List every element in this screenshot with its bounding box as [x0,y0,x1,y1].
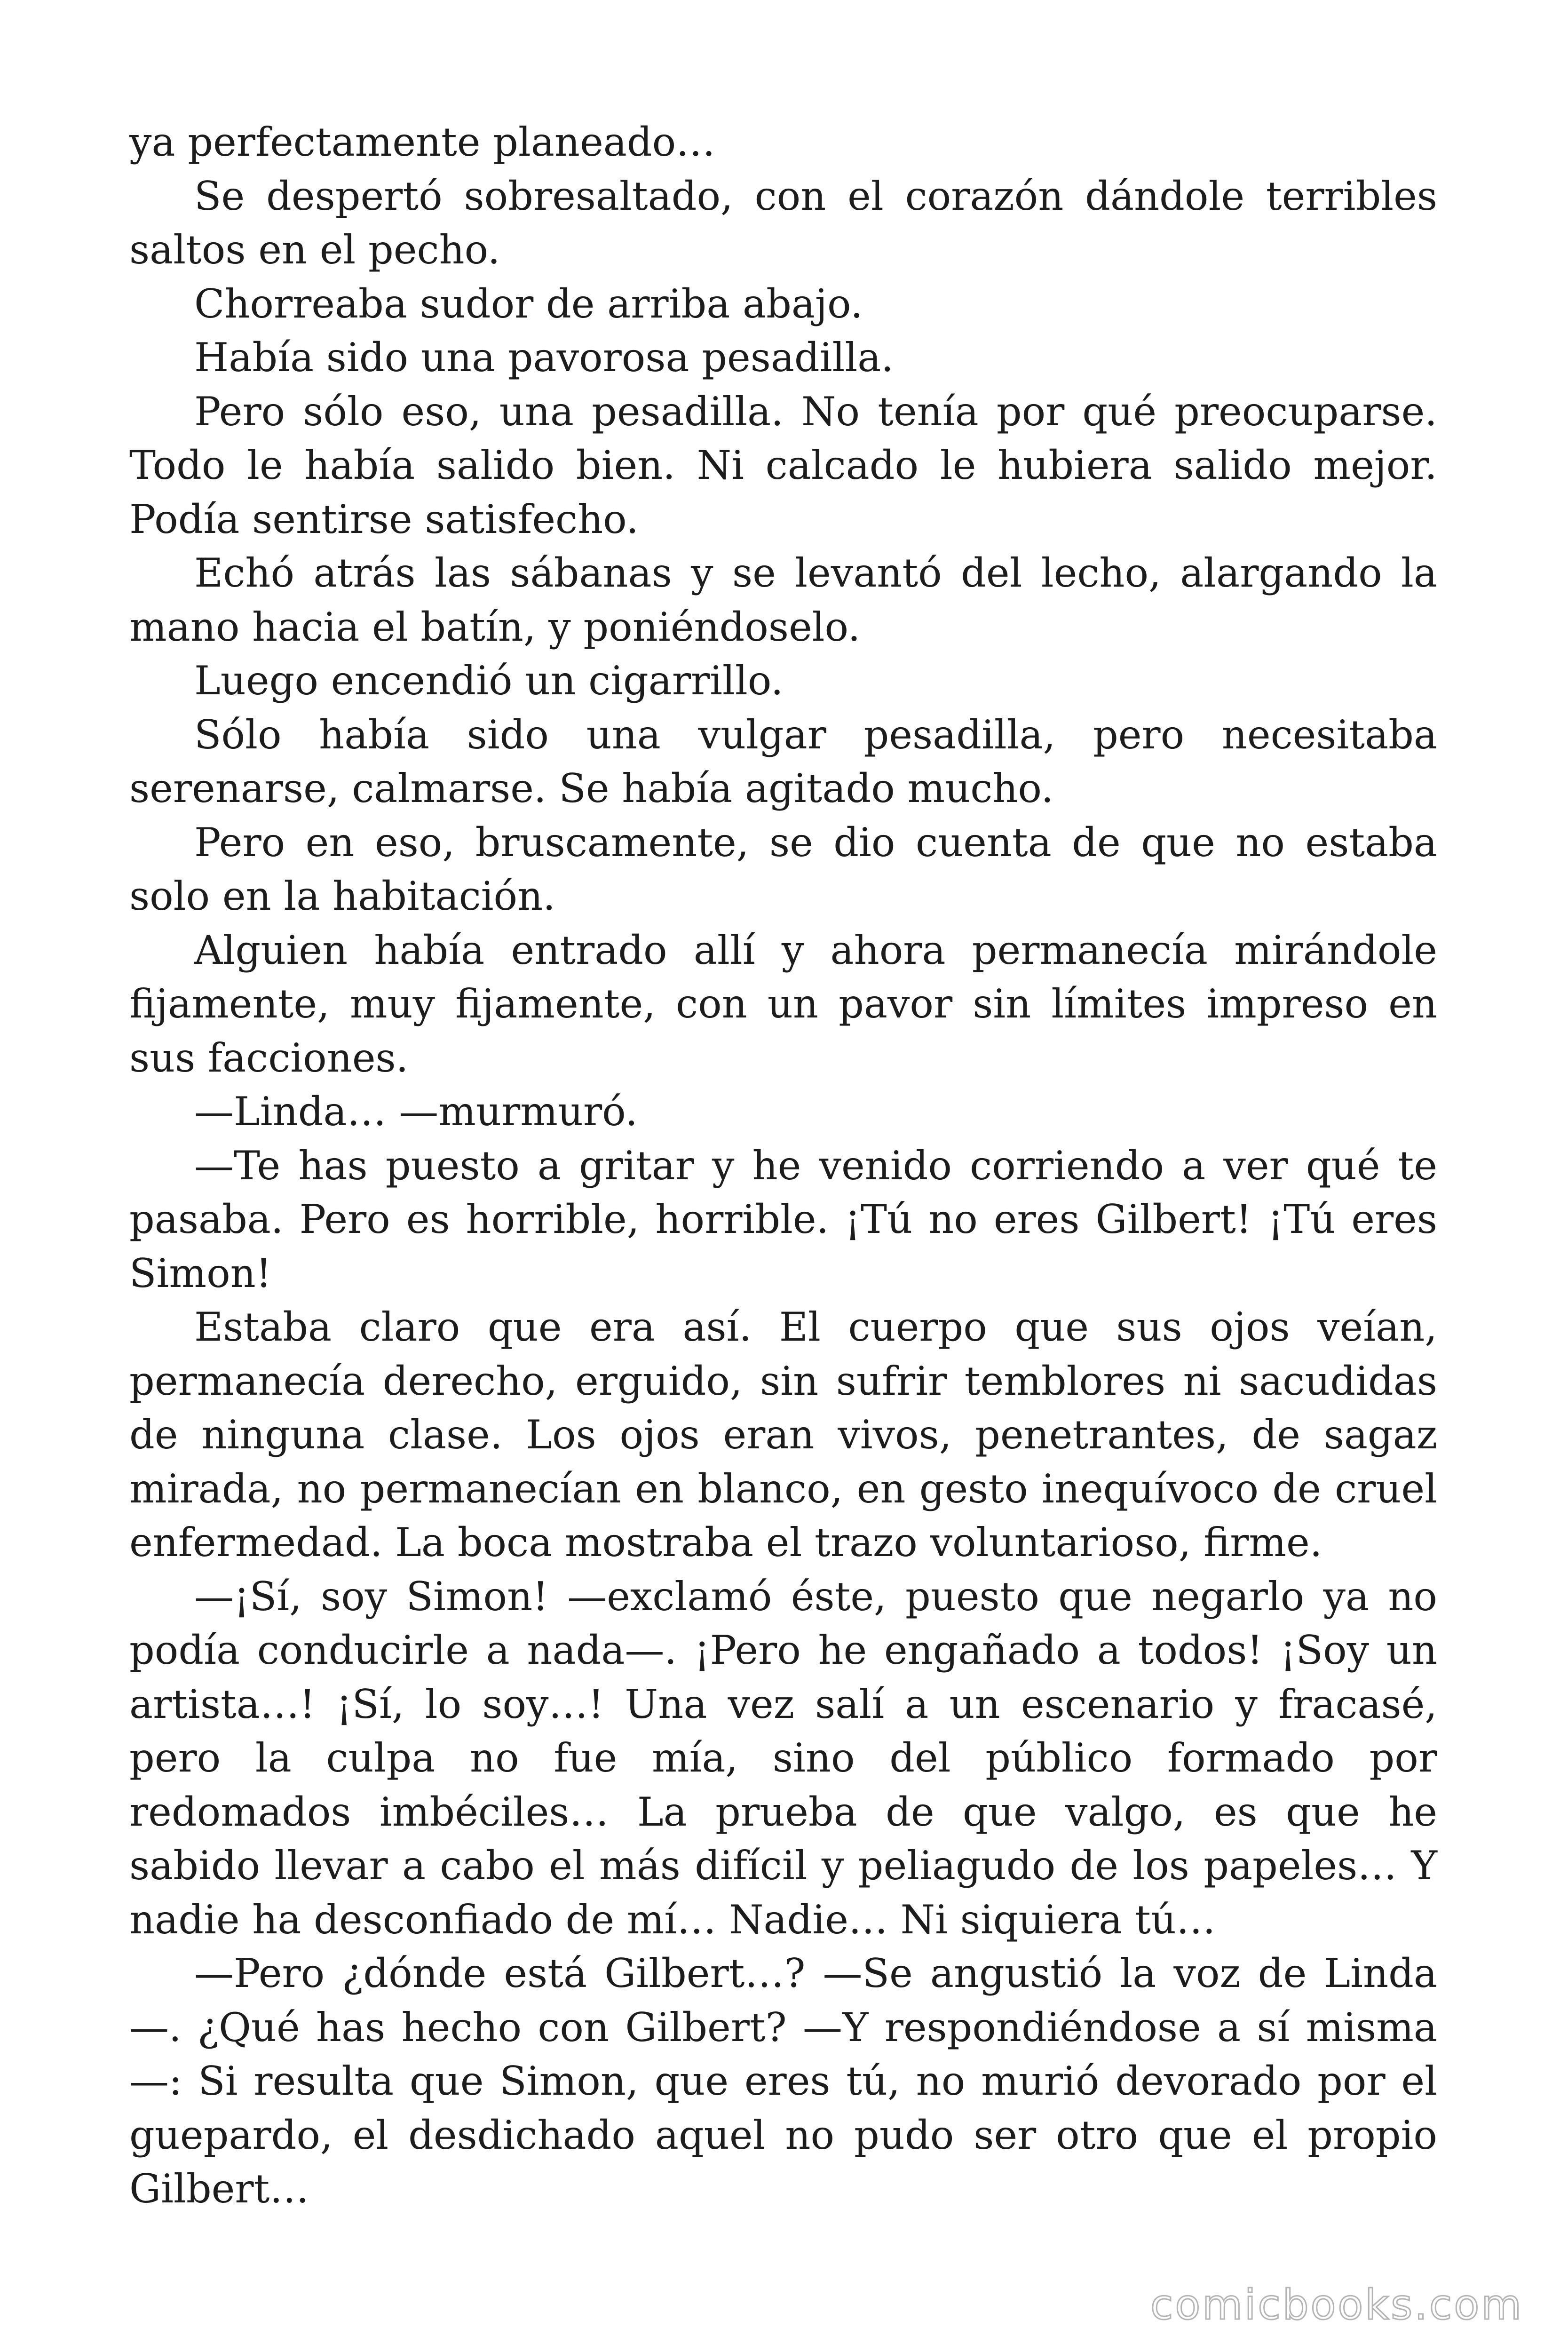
paragraph-9: Pero en eso, bruscamente, se dio cuenta de que no estaba solo en la habitación. [129,819,1437,919]
paragraph-15: —Pero ¿dónde está Gilbert…? —Se angustió la voz de Linda—. ¿Qué has hecho con Gilbert? —Y respondiéndose a sí misma—: Si resulta que Simon, que eres tú, no murió devorado por el guepardo, el desdichado aquel no pudo ser otro que el propio Gilbert… [129,1950,1437,2212]
page-text [129,115,1437,2216]
paragraph-10: Alguien había entrado allí y ahora permanecía mirándole fijamente, muy fijamente, con un pavor sin límites impreso en sus facciones. [129,927,1437,1081]
paragraph-13: Estaba claro que era así. El cuerpo que sus ojos veían, permanecía derecho, erguido, sin sufrir temblores ni sacudidas de ninguna clase. Los ojos eran vivos, penetrantes, de sagaz mirada, no permanecían en blanco, en gesto inequívoco de cruel enfermedad. La boca mostraba el trazo voluntarioso, firme. [129,1304,1437,1565]
paragraph-12: —Te has puesto a gritar y he venido corriendo a ver qué te pasaba. Pero es horrible, horrible. ¡Tú no eres Gilbert! ¡Tú eres Simon! [129,1142,1437,1296]
paragraph-5: Pero sólo eso, una pesadilla. No tenía por qué preocuparse. Todo le había salido bien. Ni calcado le hubiera salido mejor. Podía sentirse satisfecho. [129,388,1437,542]
paragraph-6: Echó atrás las sábanas y se levantó del lecho, alargando la mano hacia el batín, y poniéndoselo. [129,550,1437,650]
paragraph-14: —¡Sí, soy Simon! —exclamó éste, puesto que negarlo ya no podía conducirle a nada—. ¡Pero he engañado a todos! ¡Soy un artista…! ¡Sí, lo soy…! Una vez salí a un escenario y fracasé, pero la culpa no fue mía, sino del público formado por redomados imbéciles… La prueba de que valgo, es que he sabido llevar a cabo el más difícil y peliagudo de los papeles… Y nadie ha desconfiado de mí… Nadie… Ni siquiera tú… [129,1573,1437,1943]
paragraph-3: Chorreaba sudor de arriba abajo. [194,280,863,327]
paragraph-7: Luego encendió un cigarrillo. [194,658,784,704]
paragraph-4: Había sido una pavorosa pesadilla. [194,334,894,381]
paragraph-11: —Linda… —murmuró. [194,1089,638,1135]
paragraph-2: Se despertó sobresaltado, con el corazón dándole terribles saltos en el pecho. [129,173,1437,273]
paragraph-1: ya perfectamente planeado… [129,119,716,165]
watermark-logo: comicbooks.com [1150,2280,1523,2329]
paragraph-8: Sólo había sido una vulgar pesadilla, pero necesitaba serenarse, calmarse. Se había agitado mucho. [129,711,1437,811]
